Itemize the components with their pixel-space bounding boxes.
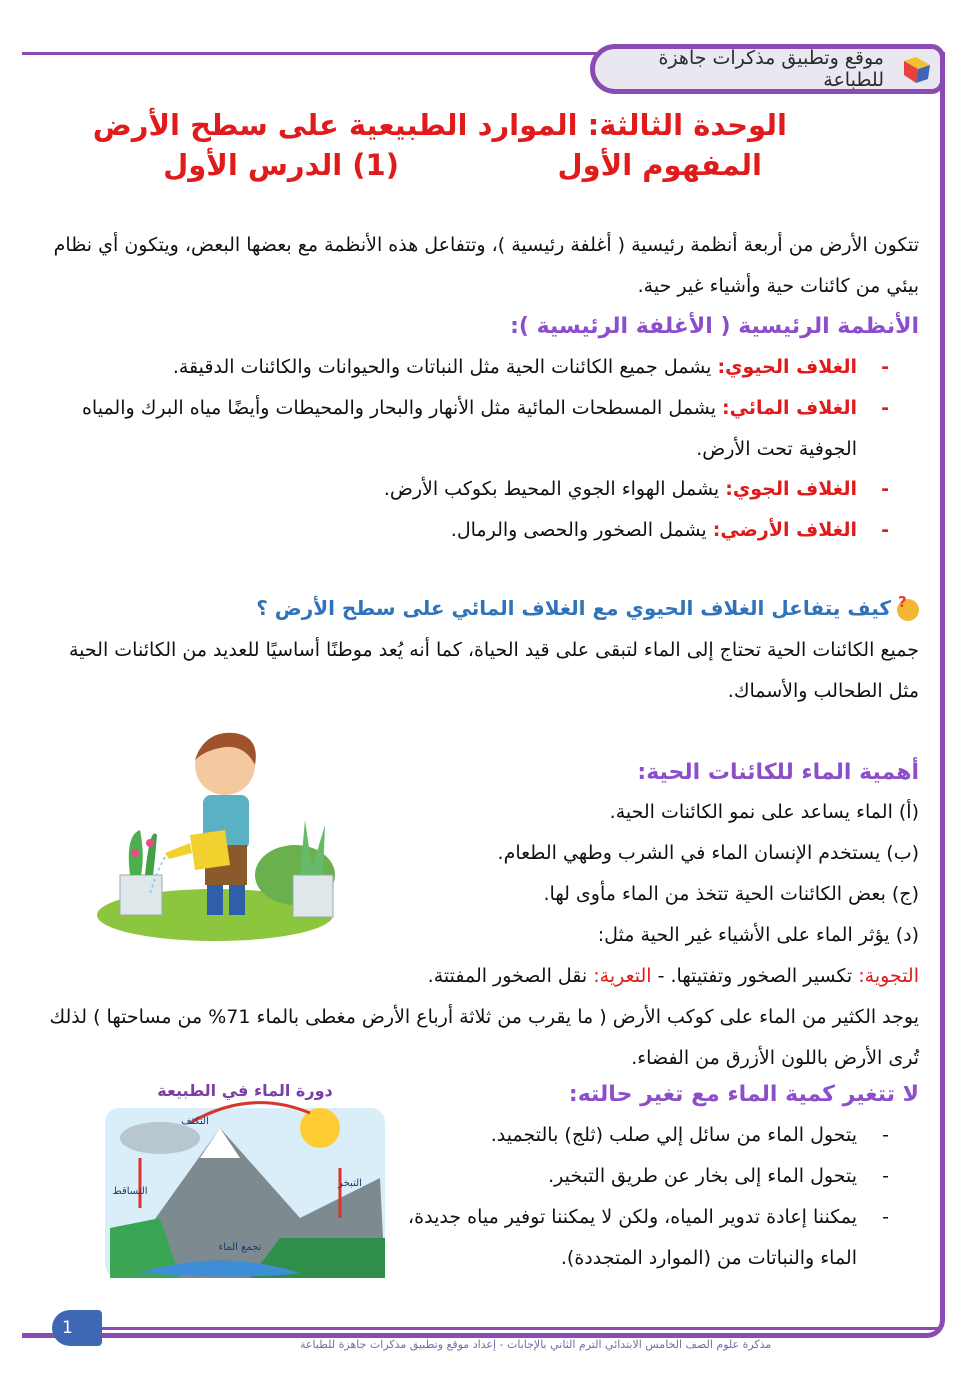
site-banner-text: موقع وتطبيق مذكرات جاهزة للطباعة <box>658 47 884 91</box>
quantity-item-freezing: - يتحول الماء من سائل إلي صلب (ثلج) بالتجميد. <box>490 1124 889 1146</box>
question-answer: جميع الكائنات الحية تحتاج إلى الماء لتبقى على قيد الحياة، كما أنه يُعد موطنًا أساسيًا للعديد من الكائنات الحية مثل الطحالب والأسماك. <box>69 639 919 702</box>
book-logo-icon <box>902 55 932 85</box>
importance-item-d: (د) يؤثر الماء على الأشياء غير الحية مثل: <box>597 924 919 946</box>
system-item-biosphere: - الغلاف الحيوي: يشمل جميع الكائنات الحية مثل النباتات والحيوانات والكائنات الدقيقة. <box>172 356 889 378</box>
erosion-term: التعرية: <box>593 965 652 987</box>
importance-item-c: (ج) بعض الكائنات الحية تتخذ من الماء مأوى لها. <box>543 883 919 905</box>
footer-line <box>100 1327 940 1330</box>
system-item-atmosphere: - الغلاف الجوي: يشمل الهواء الجوي المحيط بكوكب الأرض. <box>383 478 889 500</box>
water-coverage-paragraph: يوجد الكثير من الماء على كوكب الأرض ( ما يقرب من ثلاثة أرباع الأرض مغطى بالماء 71% من مساحتها ) لذلك تُرى الأرض باللون الأزرق من الفضاء. <box>49 1006 919 1069</box>
condensation-label: التكثف <box>181 1116 209 1127</box>
weathering-term: التجوية: <box>858 965 919 987</box>
unit-title: الوحدة الثالثة: الموارد الطبيعية على سطح الأرض <box>92 108 787 142</box>
lesson-title: (1) الدرس الأول <box>163 148 399 182</box>
site-banner[interactable] <box>590 44 945 94</box>
systems-heading: الأنظمة الرئيسية ( الأغلفة الرئيسية ): <box>510 314 919 339</box>
intro-paragraph: تتكون الأرض من أربعة أنظمة رئيسية ( أغلفة رئيسية )، وتتفاعل هذه الأنظمة مع بعضها البعض، ويتكون أي نظام بيئي من كائنات حية وأشياء غير حية. <box>53 234 919 297</box>
importance-heading: أهمية الماء للكائنات الحية: <box>637 760 919 785</box>
question-heading: ?كيف يتفاعل الغلاف الحيوي مع الغلاف المائي على سطح الأرض ؟ <box>256 596 919 621</box>
water-cycle-illustration <box>100 1068 390 1283</box>
footer-text: مذكرة علوم الصف الخامس الابتدائي الترم الثاني بالإجابات - إعداد موقع وتطبيق مذكرات جاهزة للطباعة <box>300 1338 772 1351</box>
system-item-geosphere: - الغلاف الأرضي: يشمل الصخور والحصى والرمال. <box>450 519 889 541</box>
quantity-item-recycling: - يمكننا إعادة تدوير المياه، ولكن لا يمكننا توفير مياه جديدة، الماء والنباتات من (الموارد المتجددة). <box>408 1206 889 1269</box>
collection-label: تجمع الماء <box>218 1242 262 1253</box>
quantity-item-evaporation: - يتحول الماء إلى بخار عن طريق التبخير. <box>548 1165 889 1187</box>
quantity-heading: لا تتغير كمية الماء مع تغير حالته: <box>568 1082 919 1107</box>
weathering-erosion-line: التجوية: تكسير الصخور وتفتيتها. - التعرية: نقل الصخور المفتتة. <box>427 965 919 987</box>
importance-item-b: (ب) يستخدم الإنسان الماء في الشرب وطهي الطعام. <box>497 842 919 864</box>
precipitation-label: التساقط <box>112 1186 148 1197</box>
importance-item-a: (أ) الماء يساعد على نمو الكائنات الحية. <box>609 801 919 823</box>
question-bulb-icon <box>897 599 919 621</box>
system-item-hydrosphere: - الغلاف المائي: يشمل المسطحات المائية مثل الأنهار والبحار والمحيطات وأيضًا مياه البرك والمياه الجوفية تحت الأرض. <box>81 397 889 460</box>
page-number: 1 <box>52 1310 102 1346</box>
water-cycle-title: دورة الماء في الطبيعة <box>157 1081 333 1100</box>
concept-title: المفهوم الأول <box>557 148 762 182</box>
evaporation-label: التبخر <box>338 1178 362 1189</box>
